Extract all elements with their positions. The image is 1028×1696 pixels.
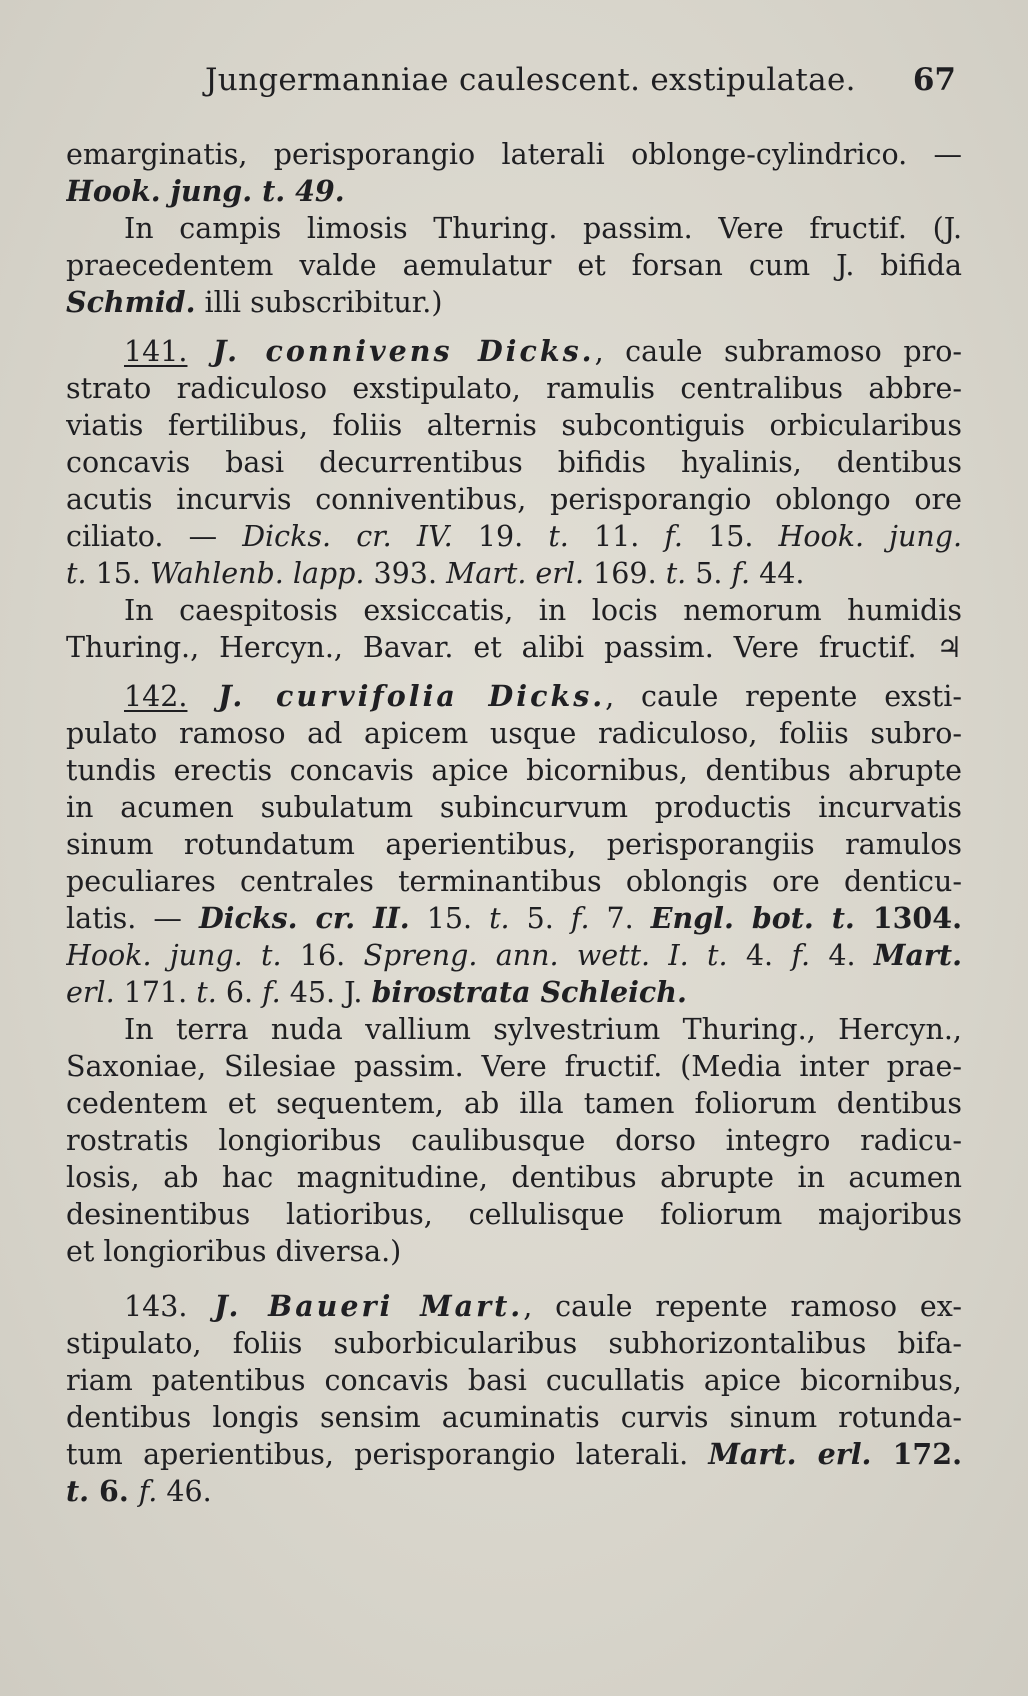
text-line: cedentem et sequentem, ab illa tamen foliorum dentibus [66,1087,962,1120]
text-line: peculiares centrales terminantibus oblongis ore denticu- [66,865,962,898]
species-entry-142: 142. J. curvifolia Dicks., caule repente exsti- [124,679,962,713]
text-line: stipulato, foliis suborbicularibus subhorizontalibus bifa- [66,1327,962,1360]
text-line: erl. 171. t. 6. f. 45. J. birostrata Schleich. [66,975,687,1009]
text-line: t. 6. f. 46. [66,1474,212,1508]
text-line: tum aperientibus, perisporangio laterali. Mart. erl. 172. [66,1437,962,1471]
text-line: et longioribus diversa.) [66,1235,402,1268]
text-line: ciliato. — Dicks. cr. IV. 19. t. 11. f. 15. Hook. jung. [66,520,962,553]
text-line: latis. — Dicks. cr. II. 15. t. 5. f. 7. Engl. bot. t. 1304. [66,901,962,935]
text-line: pulato ramoso ad apicem usque radiculoso, foliis subro- [66,717,962,750]
text-line: In terra nuda vallium sylvestrium Thuring., Hercyn., [124,1013,962,1046]
text-line: emarginatis, perisporangio laterali oblonge-cylindrico. — [66,138,962,171]
text-line: viatis fertilibus, foliis alternis subcontiguis orbicularibus [66,409,962,442]
text-line: Thuring., Hercyn., Bavar. et alibi passim. Vere fructif. ♃ [66,631,962,664]
text-line: in acumen subulatum subincurvum productis incurvatis [66,791,962,824]
text-line: Schmid. illi subscribitur.) [66,285,443,319]
page-number: 67 [912,62,956,98]
page-header [0,62,1028,106]
text-line: riam patentibus concavis basi cucullatis apice bicornibus, [66,1364,962,1397]
text-line: Hook. jung. t. 49. [66,174,345,208]
text-line: desinentibus latioribus, cellulisque foliorum majoribus [66,1198,962,1231]
text-line: sinum rotundatum aperientibus, perisporangiis ramulos [66,828,962,861]
text-line: In campis limosis Thuring. passim. Vere fructif. (J. [124,212,962,245]
species-entry-143: 143. J. Baueri Mart., caule repente ramoso ex- [124,1289,962,1323]
text-line: t. 15. Wahlenb. lapp. 393. Mart. erl. 169. t. 5. f. 44. [66,557,805,590]
text-line: tundis erectis concavis apice bicornibus, dentibus abrupte [66,754,962,787]
text-line: In caespitosis exsiccatis, in locis nemorum humidis [124,594,962,627]
text-line: acutis incurvis conniventibus, perisporangio oblongo ore [66,483,962,516]
body-text [66,136,962,1510]
text-line: Saxoniae, Silesiae passim. Vere fructif. (Media inter prae- [66,1050,962,1083]
text-line: losis, ab hac magnitudine, dentibus abrupte in acumen [66,1161,962,1194]
text-line: praecedentem valde aemulatur et forsan cum J. bifida [66,249,962,282]
text-line: concavis basi decurrentibus bifidis hyalinis, dentibus [66,446,962,479]
text-line: dentibus longis sensim acuminatis curvis sinum rotunda- [66,1401,962,1434]
text-line: strato radiculoso exstipulato, ramulis centralibus abbre- [66,372,962,405]
text-line: Hook. jung. t. 16. Spreng. ann. wett. I. t. 4. f. 4. Mart. [66,938,962,972]
text-line: rostratis longioribus caulibusque dorso integro radicu- [66,1124,962,1157]
running-title: Jungermanniae caulescent. exstipulatae. [205,62,856,98]
species-entry-141: 141. J. connivens Dicks., caule subramoso pro- [124,334,962,368]
